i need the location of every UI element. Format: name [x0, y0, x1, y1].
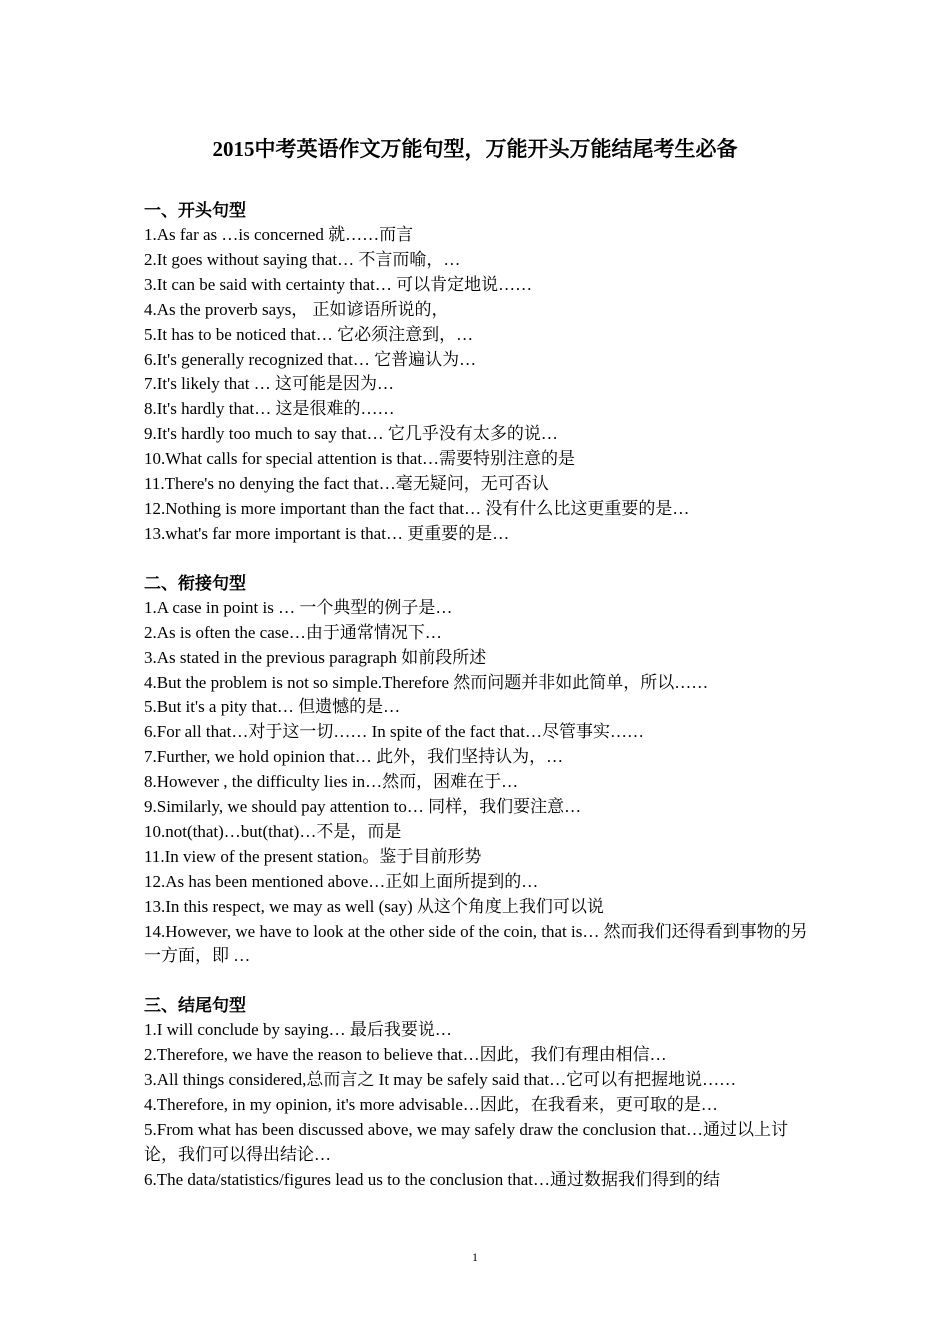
- section-heading: 二、衔接句型: [144, 573, 246, 593]
- page-number: 1: [472, 1250, 478, 1264]
- list-item: 10.What calls for special attention is that…需要特别注意的是: [144, 449, 576, 469]
- section-opening-sentences: [144, 198, 808, 547]
- list-item: 4.As the proverb says， 正如谚语所说的，: [144, 299, 449, 319]
- list-item: 13.what's far more important is that… 更重要的是…: [144, 523, 510, 543]
- list-item: 5.From what has been discussed above, we may safely draw the conclusion that…通过以上讨论，我们可以得出结论…: [144, 1120, 788, 1164]
- list-item: 3.As stated in the previous paragraph 如前段所述: [144, 647, 487, 667]
- list-item: 7.Further, we hold opinion that… 此外，我们坚持认为，…: [144, 747, 564, 767]
- list-item: 7.It's likely that … 这可能是因为…: [144, 374, 395, 394]
- list-item: 11.There's no denying the fact that…毫无疑问，无可否认: [144, 474, 549, 494]
- list-item: 13.In this respect, we may as well (say) 从这个角度上我们可以说: [144, 896, 604, 916]
- list-item: 1.A case in point is … 一个典型的例子是…: [144, 597, 453, 617]
- list-item: 2.Therefore, we have the reason to believe that…因此，我们有理由相信…: [144, 1045, 667, 1065]
- list-item: 11.In view of the present station。鉴于目前形势: [144, 846, 482, 866]
- list-item: 3.It can be said with certainty that… 可以肯定地说……: [144, 274, 533, 294]
- document-body: [144, 198, 808, 1217]
- list-item: 12.As has been mentioned above…正如上面所提到的…: [144, 871, 539, 891]
- list-item: 2.It goes without saying that… 不言而喻，…: [144, 249, 461, 269]
- section-heading: 三、结尾句型: [144, 996, 246, 1016]
- list-item: 12.Nothing is more important than the fact that… 没有什么比这更重要的是…: [144, 498, 690, 518]
- list-item: 5.But it's a pity that… 但遗憾的是…: [144, 697, 401, 717]
- list-item: 5.It has to be noticed that… 它必须注意到，…: [144, 324, 474, 344]
- list-item: 2.As is often the case…由于通常情况下…: [144, 622, 442, 642]
- section-closing-sentences: [144, 993, 808, 1192]
- document-title: 2015中考英语作文万能句型，万能开头万能结尾考生必备: [212, 137, 738, 161]
- list-item: 8.However , the difficulty lies in…然而，困难在于…: [144, 772, 519, 792]
- list-item: 6.The data/statistics/figures lead us to the conclusion that…通过数据我们得到的结: [144, 1169, 721, 1189]
- list-item: 6.It's generally recognized that… 它普遍认为…: [144, 349, 477, 369]
- list-item: 3.All things considered,总而言之 It may be safely said that…它可以有把握地说……: [144, 1070, 737, 1090]
- section-transition-sentences: [144, 571, 808, 970]
- list-item: 4.Therefore, in my opinion, it's more advisable…因此，在我看来，更可取的是…: [144, 1095, 718, 1115]
- list-item: 9.Similarly, we should pay attention to… 同样，我们要注意…: [144, 797, 582, 817]
- list-item: 1.I will conclude by saying… 最后我要说…: [144, 1020, 452, 1040]
- list-item: 14.However, we have to look at the other side of the coin, that is… 然而我们还得看到事物的另一方面，即 …: [144, 921, 808, 966]
- section-heading: 一、开头句型: [144, 201, 246, 220]
- list-item: 4.But the problem is not so simple.Therefore 然而问题并非如此简单，所以……: [144, 672, 709, 692]
- list-item: 6.For all that…对于这一切…… In spite of the fact that…尽管事实……: [144, 722, 645, 742]
- list-item: 10.not(that)…but(that)…不是，而是: [144, 821, 402, 841]
- list-item: 9.It's hardly too much to say that… 它几乎没有太多的说…: [144, 424, 558, 444]
- list-item: 8.It's hardly that… 这是很难的……: [144, 399, 395, 419]
- list-item: 1.As far as …is concerned 就……而言: [144, 225, 414, 244]
